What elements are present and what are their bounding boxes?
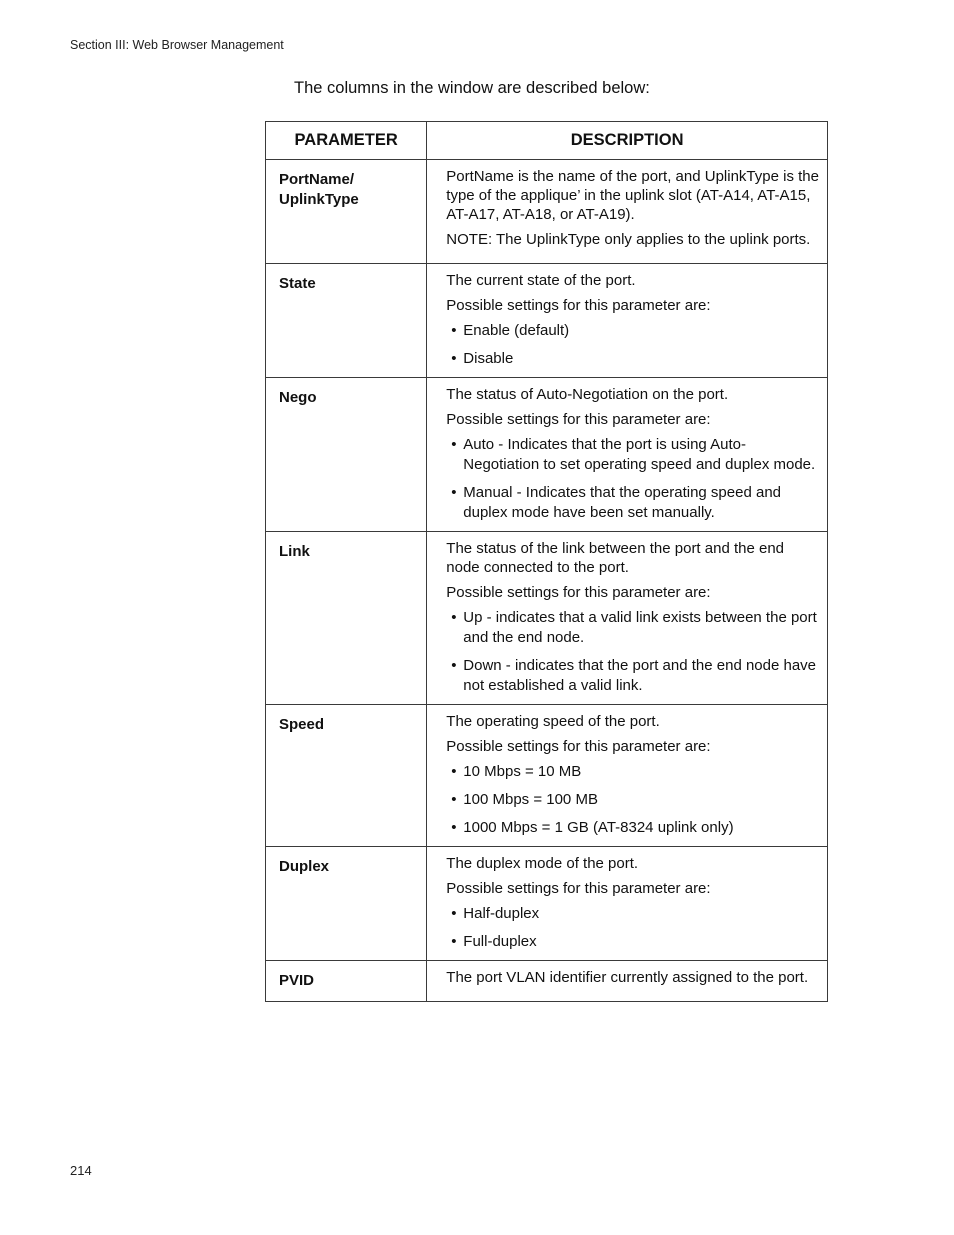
settings-list-item: • Half-duplex	[446, 904, 821, 924]
parameter-name: Duplex	[266, 847, 427, 961]
table-row	[266, 264, 828, 378]
parameter-description	[427, 160, 828, 264]
settings-list-item: • Full-duplex	[446, 932, 821, 952]
settings-list-item: • Up - indicates that a valid link exists between the port and the end node.	[446, 608, 821, 648]
settings-list-item: • 100 Mbps = 100 MB	[446, 790, 821, 810]
settings-list	[446, 762, 821, 838]
column-header-description: DESCRIPTION	[427, 122, 828, 160]
column-header-parameter: PARAMETER	[266, 122, 427, 160]
settings-list	[446, 435, 821, 523]
table-row	[266, 847, 828, 961]
description-paragraph: Possible settings for this parameter are:	[446, 297, 711, 314]
description-paragraph: Possible settings for this parameter are:	[446, 880, 711, 897]
parameter-description	[427, 847, 828, 961]
table-row	[266, 961, 828, 1002]
parameter-description	[427, 705, 828, 847]
description-paragraph: The duplex mode of the port.	[446, 855, 639, 872]
settings-list-item: • Disable	[446, 349, 821, 369]
settings-list-item: • Enable (default)	[446, 321, 821, 341]
settings-list-item: • Manual - Indicates that the operating speed and duplex mode have been set manually.	[446, 483, 821, 523]
description-paragraph: Possible settings for this parameter are:	[446, 411, 711, 428]
parameter-name: State	[266, 264, 427, 378]
intro-text: The columns in the window are described below:	[294, 79, 650, 97]
parameter-table	[265, 121, 828, 1002]
parameter-name: Speed	[266, 705, 427, 847]
page-number: 214	[70, 1163, 92, 1178]
parameter-name: Nego	[266, 378, 427, 532]
description-paragraph: Possible settings for this parameter are:	[446, 738, 711, 755]
parameter-description	[427, 532, 828, 705]
parameter-name: PortName/ UplinkType	[266, 160, 427, 264]
description-paragraph: The port VLAN identifier currently assigned to the port.	[446, 969, 809, 986]
parameter-name: PVID	[266, 961, 427, 1002]
parameter-description	[427, 378, 828, 532]
settings-list-item: • 1000 Mbps = 1 GB (AT-8324 uplink only)	[446, 818, 821, 838]
description-paragraph: The status of Auto-Negotiation on the port.	[446, 386, 729, 403]
table-row	[266, 378, 828, 532]
description-paragraph: PortName is the name of the port, and UplinkType is the type of the applique’ in the uplink slot (AT-A14, AT-A15, AT-A17, AT-A18, or AT-A19).	[446, 168, 819, 223]
description-paragraph: NOTE: The UplinkType only applies to the uplink ports.	[446, 231, 811, 248]
description-paragraph: The operating speed of the port.	[446, 713, 660, 730]
settings-list	[446, 321, 821, 369]
parameter-name: Link	[266, 532, 427, 705]
settings-list	[446, 904, 821, 952]
description-paragraph: The current state of the port.	[446, 272, 636, 289]
description-paragraph: Possible settings for this parameter are:	[446, 584, 711, 601]
table-header-row	[266, 122, 828, 160]
table-row	[266, 160, 828, 264]
settings-list	[446, 608, 821, 696]
settings-list-item: • Down - indicates that the port and the end node have not established a valid link.	[446, 656, 821, 696]
settings-list-item: • Auto - Indicates that the port is using Auto-Negotiation to set operating speed and duplex mode.	[446, 435, 821, 475]
table-body	[266, 160, 828, 1002]
parameter-description	[427, 264, 828, 378]
running-header: Section III: Web Browser Management	[70, 38, 284, 52]
parameter-description	[427, 961, 828, 1002]
table-row	[266, 532, 828, 705]
settings-list-item: • 10 Mbps = 10 MB	[446, 762, 821, 782]
table-row	[266, 705, 828, 847]
description-paragraph: The status of the link between the port and the end node connected to the port.	[446, 540, 785, 576]
